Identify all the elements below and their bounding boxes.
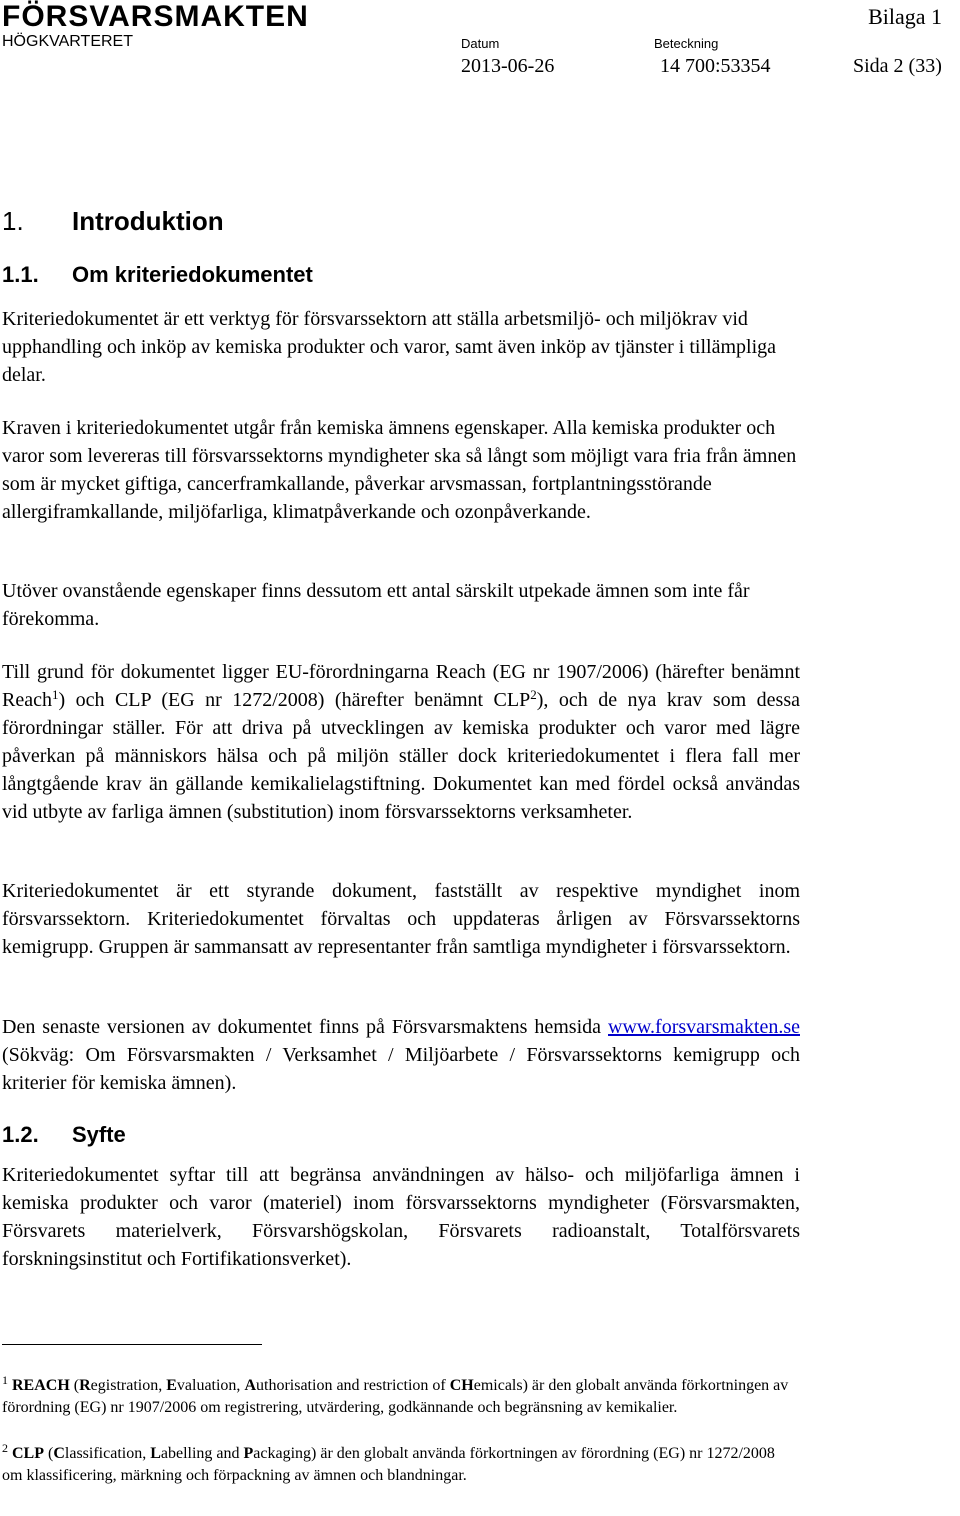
paragraph-purpose: Kriteriedokumentet syftar till att begränsa användningen av hälso- och miljöfarliga ämnen i kemiska produkter och varor (materiel) inom försvarssektorns myndigheter (Försvarsmakten, Försvarets materielverk, Försvarshögskolan, Försvarets radioanstalt, Totalförsvarets forskningsinstitut och Fortifikationsverket). — [2, 1164, 800, 1270]
subsection-number: 1.1. — [2, 262, 39, 287]
text-run: egistration, — [90, 1377, 167, 1394]
text-run: uthorisation and restriction of — [256, 1377, 450, 1394]
footnote-ref-2[interactable]: 2 — [530, 687, 537, 702]
paragraph-purpose-tool: Kriteriedokumentet är ett verktyg för försvarssektorn att ställa arbetsmiljö- och miljökrav vid upphandling och inköp av kemiska produkter och varor, samt även inköp av tjänster i tillämpliga delar. — [2, 308, 777, 386]
text-run: REACH — [12, 1377, 70, 1394]
footnote-separator — [2, 1344, 262, 1345]
paragraph-extra-substances: Utöver ovanstående egenskaper finns dessutom ett antal särskilt utpekade ämnen som inte får förekomma. — [2, 580, 750, 630]
paragraph-regulations — [2, 658, 800, 826]
text-run: ) och CLP (EG nr 1272/2008) (härefter benämnt CLP — [58, 689, 531, 711]
text-run: C — [53, 1445, 65, 1462]
text-run: L — [150, 1445, 161, 1462]
text-run: emicals) är den globalt använda förkortningen av förordning (EG) nr 1907/2006 om registrering, utvärdering, godkännande och begränsning av kemikalier. — [2, 1377, 789, 1416]
date-label: Datum — [461, 36, 500, 51]
text-run: (Sökväg: Om Försvarsmakten / Verksamhet / Miljöarbete / Försvarssektorns kemigrupp och kriterier för kemiska ämnen). — [2, 1044, 800, 1094]
section-number: 1. — [2, 206, 24, 236]
text-run: R — [79, 1377, 91, 1394]
text-run: ), och de nya krav som dessa förordningar ställer. För att driva på utvecklingen av kemiska produkter och varor med lägre påverkan på människors hälsa och på miljön ställer dock kriteriedokumentet i flera fall mer långtgående krav än gällande kemikalielagstiftning. Dokumentet kan med fördel också användas vid utbyte av farliga ämnen (substitution) inom försvarssektorns verksamheter. — [2, 689, 800, 823]
reference-label: Beteckning — [654, 36, 719, 51]
website-link[interactable]: www.forsvarsmakten.se — [608, 1016, 800, 1038]
subsection-title: Om kriteriedokumentet — [72, 262, 313, 287]
subsection-title: Syfte — [72, 1122, 126, 1147]
text-run: abelling and — [160, 1445, 244, 1462]
logo-wordmark: FÖRSVARSMAKTEN — [2, 0, 309, 33]
text-run: CH — [449, 1377, 474, 1394]
text-run: CLP — [12, 1445, 44, 1462]
subsection-number: 1.2. — [2, 1122, 39, 1147]
footnote-1 — [2, 1375, 792, 1419]
footnote-2 — [2, 1443, 792, 1487]
section-title: Introduktion — [72, 206, 224, 236]
section-heading-introduction — [2, 204, 224, 238]
text-run: lassification, — [64, 1445, 151, 1462]
page-number: Sida 2 (33) — [853, 55, 942, 77]
text-run: Den senaste versionen av dokumentet finns på Försvarsmaktens hemsida — [2, 1016, 602, 1038]
text-run: ( — [44, 1445, 54, 1462]
unit-name: HÖGKVARTERET — [2, 33, 133, 50]
paragraph-governing-document: Kriteriedokumentet är ett styrande dokument, fastställt av respektive myndighet inom försvarssektorn. Kriteriedokumentet förvaltas och uppdateras årligen av Försvarssektorns kemigrupp. Gruppen är sammansatt av representanter från samtliga myndigheter i försvarssektorn. — [2, 880, 800, 958]
text-run: valuation, — [176, 1377, 245, 1394]
text-run: ackaging) är den globalt använda förkortningen av förordning (EG) nr 1272/2008 om klassificering, märkning och förpackning av ämnen och blandningar. — [2, 1445, 775, 1484]
paragraph-requirements: Kraven i kriteriedokumentet utgår från kemiska ämnens egenskaper. Alla kemiska produkter och varor som levereras till försvarssektorns myndigheter ska så långt som möjligt vara fria från ämnen som är mycket giftiga, cancerframkallande, påverkar arvsmassan, fortplantningsstörande allergiframkallande, miljöfarliga, klimatpåverkande och ozonpåverkande. — [2, 417, 797, 523]
footnote-marker: 1 — [2, 1373, 8, 1387]
footnote-ref-1[interactable]: 1 — [51, 687, 59, 702]
footnote-marker: 2 — [2, 1441, 8, 1455]
date-value: 2013-06-26 — [461, 55, 555, 77]
subsection-heading-about — [2, 261, 313, 289]
text-run: ( — [69, 1377, 80, 1394]
text-run: Till grund för dokumentet ligger EU-förordningarna Reach (EG nr 1907/2006) (härefter benämnt Reach — [2, 661, 800, 711]
text-run: A — [244, 1377, 256, 1394]
subsection-heading-purpose — [2, 1121, 126, 1149]
paragraph-latest-version — [2, 1013, 800, 1097]
annex-label: Bilaga 1 — [868, 4, 942, 29]
text-run: E — [166, 1377, 177, 1394]
reference-value: 14 700:53354 — [660, 55, 771, 77]
text-run: P — [243, 1445, 254, 1462]
